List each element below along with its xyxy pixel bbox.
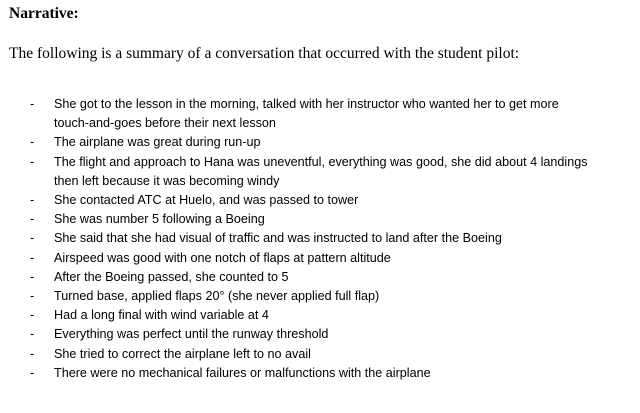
bullet-text-line: She said that she had visual of traffic and was instructed to land after the Boeing <box>54 231 502 246</box>
bullet-text-line: then left because it was becoming windy <box>54 173 280 188</box>
list-item <box>0 345 570 364</box>
list-item <box>0 210 570 229</box>
bullet-text-line: Had a long final with wind variable at 4 <box>54 308 269 323</box>
list-item <box>0 268 570 287</box>
bullet-text-line: After the Boeing passed, she counted to 5 <box>54 269 289 284</box>
bullet-dash: - <box>30 212 35 227</box>
list-item <box>0 153 588 191</box>
list-item <box>0 287 570 306</box>
bullet-text-line: The flight and approach to Hana was uneventful, everything was good, she did about 4 landings <box>54 154 588 169</box>
bullet-text-line: Airspeed was good with one notch of flaps at pattern altitude <box>54 250 391 265</box>
bullet-text-line: She contacted ATC at Huelo, and was passed to tower <box>54 193 359 208</box>
bullet-text-line: There were no mechanical failures or malfunctions with the airplane <box>54 365 431 380</box>
list-item <box>0 325 570 344</box>
list-item <box>0 191 570 210</box>
bullet-text-line: Turned base, applied flaps 20° (she never applied full flap) <box>54 289 380 304</box>
bullet-text-line: She tried to correct the airplane left to no avail <box>54 346 311 361</box>
bullet-dash: - <box>30 97 35 111</box>
list-item <box>0 364 570 383</box>
bullet-dash: - <box>30 250 35 265</box>
bullet-dash: - <box>30 365 35 380</box>
bullet-dash: - <box>30 135 35 150</box>
narrative-heading: Narrative: <box>9 5 79 22</box>
bullet-dash: - <box>30 231 35 246</box>
list-item <box>0 95 570 133</box>
list-item <box>0 249 570 268</box>
bullet-text-line: She was number 5 following a Boeing <box>54 212 265 227</box>
bullet-dash: - <box>30 346 35 361</box>
bullet-dash: - <box>30 327 35 342</box>
list-item <box>0 133 570 152</box>
bullet-dash: - <box>30 289 35 304</box>
list-item <box>0 306 570 325</box>
bullet-text-line: The airplane was great during run-up <box>54 135 261 150</box>
list-item <box>0 229 570 248</box>
bullet-text-line: She got to the lesson in the morning, talked with her instructor who wanted her to get more <box>54 97 559 111</box>
bullet-text-line: Everything was perfect until the runway threshold <box>54 327 329 342</box>
bullet-dash: - <box>30 308 35 323</box>
intro-paragraph: The following is a summary of a conversation that occurred with the student pilot: <box>9 45 520 62</box>
bullet-text-line: touch-and-goes before their next lesson <box>54 116 276 131</box>
summary-bullet-list <box>0 95 588 383</box>
bullet-dash: - <box>30 269 35 284</box>
bullet-dash: - <box>30 154 35 169</box>
bullet-dash: - <box>30 193 35 208</box>
